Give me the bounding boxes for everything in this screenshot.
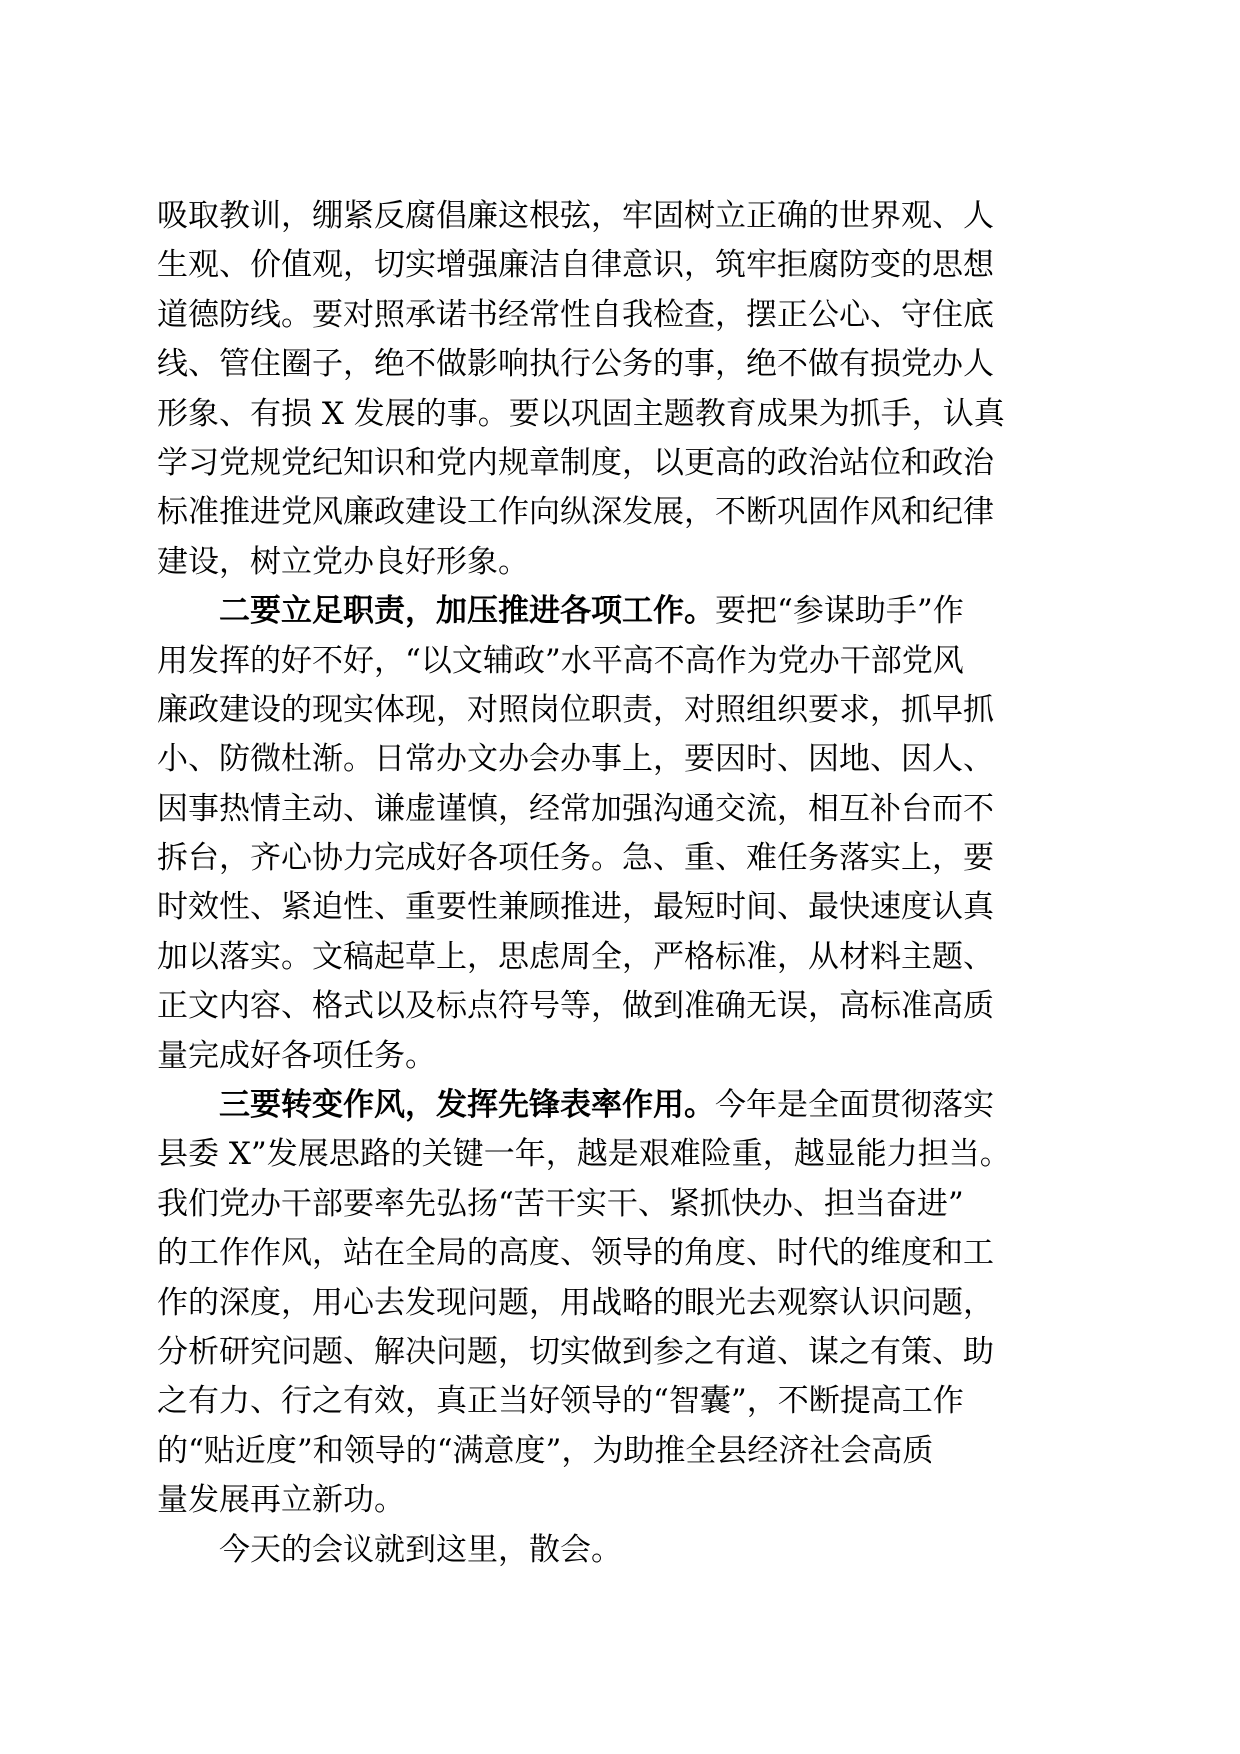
text-line: 生观、价值观，切实增强廉洁自律意识，筑牢拒腐防变的思想 <box>157 247 994 284</box>
text-line: 学习党规党纪知识和党内规章制度，以更高的政治站位和政治 <box>157 444 994 481</box>
text-line: 用发挥的好不好，“以文辅政”水平高不高作为党办干部党风 <box>157 642 964 679</box>
section-heading: 三要转变作风，发挥先锋表率作用。 <box>219 1087 715 1124</box>
text-line: 吸取教训，绷紧反腐倡廉这根弦，牢固树立正确的世界观、人 <box>157 198 994 234</box>
text-line: 之有力、行之有效，真正当好领导的“智囊”，不断提高工作 <box>157 1383 964 1420</box>
text-line: 量发展再立新功。 <box>157 1482 405 1519</box>
text-line: 因事热情主动、谦虚谨慎，经常加强沟通交流，相互补台而不 <box>157 790 994 827</box>
text-line: 加以落实。文稿起草上，思虑周全，严格标准，从材料主题、 <box>157 938 994 975</box>
section-heading: 二要立足职责，加压推进各项工作。 <box>219 593 715 630</box>
paragraph-first-line <box>157 1081 1087 1130</box>
document-body <box>157 192 1087 1575</box>
text-line: 小、防微杜渐。日常办文办会办事上，要因时、因地、因人、 <box>157 741 994 778</box>
paragraph-first-line <box>157 587 1087 636</box>
text-line: 县委 X”发展思路的关键一年，越是艰难险重，越显能力担当。 <box>157 1136 1011 1173</box>
text-run: 要把“参谋助手”作 <box>715 593 964 630</box>
text-line: 形象、有损 X 发展的事。要以巩固主题教育成果为抓手，认真 <box>157 395 1005 432</box>
text-line: 分析研究问题、解决问题，切实做到参之有道、谋之有策、助 <box>157 1333 994 1370</box>
text-line: 作的深度，用心去发现问题，用战略的眼光去观察认识问题， <box>157 1284 994 1321</box>
text-line: 正文内容、格式以及标点符号等，做到准确无误，高标准高质 <box>157 988 994 1025</box>
text-line: 的工作作风，站在全局的高度、领导的角度、时代的维度和工 <box>157 1235 994 1272</box>
paragraph-1 <box>157 192 1087 587</box>
paragraph-3 <box>157 1081 1087 1526</box>
paragraph-2 <box>157 587 1087 1081</box>
text-line: 道德防线。要对照承诺书经常性自我检查，摆正公心、守住底 <box>157 296 994 333</box>
text-line: 标准推进党风廉政建设工作向纵深发展，不断巩固作风和纪律 <box>157 494 994 531</box>
paragraph-closing <box>157 1526 1087 1575</box>
text-line: 量完成好各项任务。 <box>157 1037 436 1074</box>
text-line: 线、管住圈子，绝不做影响执行公务的事，绝不做有损党办人 <box>157 346 994 383</box>
text-run: 今年是全面贯彻落实 <box>715 1087 994 1124</box>
text-line: 廉政建设的现实体现，对照岗位职责，对照组织要求，抓早抓 <box>157 691 994 728</box>
text-line: 时效性、紧迫性、重要性兼顾推进，最短时间、最快速度认真 <box>157 889 994 926</box>
text-line: 我们党办干部要率先弘扬“苦干实干、紧抓快办、担当奋进” <box>157 1185 964 1222</box>
text-line: 的“贴近度”和领导的“满意度”，为助推全县经济社会高质 <box>157 1432 934 1469</box>
text-line: 建设，树立党办良好形象。 <box>157 543 529 580</box>
text-line: 拆台，齐心协力完成好各项任务。急、重、难任务落实上，要 <box>157 840 994 877</box>
closing-line: 今天的会议就到这里，散会。 <box>219 1531 622 1568</box>
